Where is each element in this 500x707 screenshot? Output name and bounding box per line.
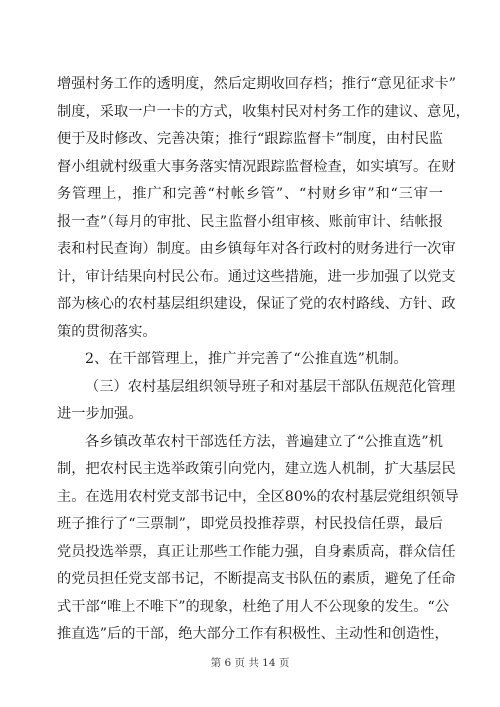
text-line: 增强村务工作的透明度，然后定期收回存档；推行“意见征求卡” — [57, 76, 457, 92]
text-line: 主。在选用农村党支部书记中，全区80%的农村基层党组织领导 — [57, 488, 459, 505]
text-line: 便于及时修改、完善决策；推行“跟踪监督卡”制度，由村民监 — [57, 131, 443, 147]
text-line: 督小组就村级重大事务落实情况跟踪监督检查，如实填写。在财 — [57, 158, 456, 175]
text-line: 的党员担任党支部书记，不断提高支书队伍的素质，避免了任命 — [57, 571, 456, 587]
text-line: 推直选”后的干部，绝大部分工作有积极性、主动性和创造性， — [57, 626, 449, 642]
text-line: 党员投选举票，真正让那些工作能力强，自身素质高，群众信任 — [57, 543, 456, 560]
text-line: 策的贯彻落实。 — [57, 323, 157, 340]
text-line: 务管理上，推广和完善“村帐乡管”、“村财乡审”和“三审一 — [57, 186, 443, 202]
text-line: 部为核心的农村基层组织建设，保证了党的农村路线、方针、政 — [57, 296, 456, 312]
text-line: （三）农村基层组织领导班子和对基层干部队伍规范化管理 — [85, 378, 456, 395]
page-number-footer: 第 6 页 共 14 页 — [210, 657, 290, 669]
text-line: 报一查”（每月的审批、民主监督小组审核、账前审计、结帐报 — [57, 213, 443, 230]
text-line: 制，把农村民主选举政策引向党内，建立选人机制，扩大基层民 — [57, 461, 456, 477]
text-line: 表和村民查询）制度。由乡镇每年对各行政村的财务进行一次审 — [57, 241, 456, 257]
text-line: 计，审计结果向村民公布。通过这些措施，进一步加强了以党支 — [57, 268, 456, 285]
document-body — [57, 71, 470, 649]
text-line: 2、在干部管理上，推广并完善了“公推直选”机制。 — [85, 351, 408, 367]
text-line: 班子推行了“三票制”，即党员投推荐票，村民投信任票，最后 — [57, 516, 443, 532]
text-line: 制度，采取一户一卡的方式，收集村民对村务工作的建议、意见， — [57, 103, 470, 120]
text-line: 进一步加强。 — [57, 406, 143, 422]
text-line: 式干部“唯上不唯下”的现象，杜绝了用人不公现象的发生。“公 — [57, 598, 450, 615]
text-line: 各乡镇改革农村干部选任方法，普遍建立了“公推直选”机 — [85, 433, 443, 450]
